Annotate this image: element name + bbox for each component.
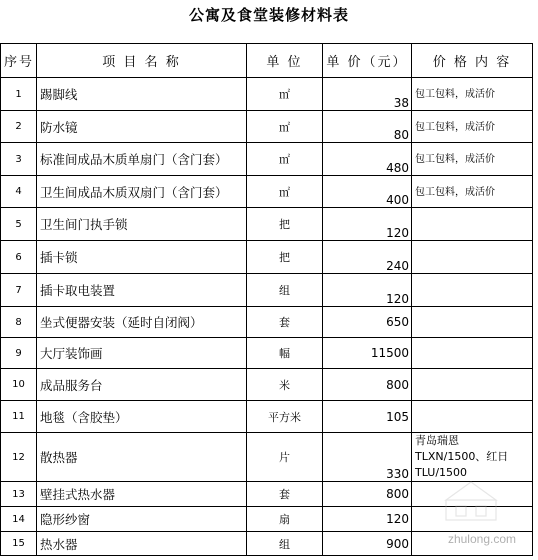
- cell-no: 14: [1, 507, 37, 532]
- cell-name: 标准间成品木质单扇门（含门套）: [37, 143, 247, 176]
- header-name: 项 目 名 称: [37, 44, 247, 78]
- cell-name: 大厅装饰画: [37, 338, 247, 369]
- cell-unit: 组: [247, 274, 323, 307]
- materials-table: [0, 43, 533, 556]
- cell-unit: 片: [247, 433, 323, 482]
- cell-no: 1: [1, 78, 37, 111]
- cell-no: 13: [1, 482, 37, 507]
- cell-unit: 套: [247, 482, 323, 507]
- cell-unit: 把: [247, 241, 323, 274]
- cell-no: 3: [1, 143, 37, 176]
- cell-unit: ㎡: [247, 78, 323, 111]
- cell-price: 330: [323, 433, 412, 482]
- table-body: [1, 78, 533, 556]
- cell-note: [412, 241, 533, 274]
- cell-no: 10: [1, 369, 37, 401]
- table-row: [1, 482, 533, 507]
- page-title: 公寓及食堂装修材料表: [188, 6, 349, 24]
- cell-price: 11500: [323, 338, 412, 369]
- cell-no: 11: [1, 401, 37, 433]
- cell-no: 9: [1, 338, 37, 369]
- cell-name: 地毯（含胶垫）: [37, 401, 247, 433]
- table-row: [1, 369, 533, 401]
- cell-name: 成品服务台: [37, 369, 247, 401]
- cell-no: 7: [1, 274, 37, 307]
- cell-no: 6: [1, 241, 37, 274]
- cell-unit: ㎡: [247, 176, 323, 208]
- cell-no: 5: [1, 208, 37, 241]
- cell-unit: ㎡: [247, 143, 323, 176]
- header-no: 序号: [1, 44, 37, 78]
- cell-name: 防水镜: [37, 111, 247, 143]
- cell-note: 包工包料，成活价: [412, 176, 533, 208]
- cell-no: 4: [1, 176, 37, 208]
- cell-unit: ㎡: [247, 111, 323, 143]
- table-header-row: [1, 44, 533, 78]
- cell-note: [412, 401, 533, 433]
- table-row: [1, 433, 533, 482]
- watermark-text: zhulong.com: [447, 532, 516, 546]
- cell-unit: 组: [247, 532, 323, 556]
- table-row: [1, 111, 533, 143]
- cell-name: 热水器: [37, 532, 247, 556]
- cell-name: 坐式便器安装（延时自闭阀）: [37, 307, 247, 338]
- cell-name: 隐形纱窗: [37, 507, 247, 532]
- cell-note: 包工包料，成活价: [412, 78, 533, 111]
- cell-note: [412, 307, 533, 338]
- cell-note: [412, 208, 533, 241]
- cell-price: 80: [323, 111, 412, 143]
- table-row: [1, 307, 533, 338]
- cell-name: 插卡取电装置: [37, 274, 247, 307]
- table-row: [1, 241, 533, 274]
- cell-note: 青岛瑞恩TLXN/1500、红日TLU/1500: [412, 433, 533, 482]
- cell-note: [412, 507, 533, 532]
- cell-unit: 幅: [247, 338, 323, 369]
- table-row: [1, 338, 533, 369]
- cell-price: 650: [323, 307, 412, 338]
- cell-note: [412, 338, 533, 369]
- cell-price: 800: [323, 369, 412, 401]
- cell-note: [412, 369, 533, 401]
- cell-name: 卫生间门执手锁: [37, 208, 247, 241]
- cell-price: 120: [323, 507, 412, 532]
- cell-note: 包工包料，成活价: [412, 143, 533, 176]
- cell-name: 插卡锁: [37, 241, 247, 274]
- header-note: 价 格 内 容: [412, 44, 533, 78]
- header-unit: 单 位: [247, 44, 323, 78]
- table-row: [1, 401, 533, 433]
- table-row: [1, 143, 533, 176]
- cell-unit: 扇: [247, 507, 323, 532]
- cell-price: 900: [323, 532, 412, 556]
- cell-no: 8: [1, 307, 37, 338]
- cell-price: 105: [323, 401, 412, 433]
- cell-name: 卫生间成品木质双扇门（含门套）: [37, 176, 247, 208]
- cell-name: 壁挂式热水器: [37, 482, 247, 507]
- cell-unit: 套: [247, 307, 323, 338]
- cell-unit: 平方米: [247, 401, 323, 433]
- cell-price: 800: [323, 482, 412, 507]
- cell-price: 38: [323, 78, 412, 111]
- cell-price: 120: [323, 208, 412, 241]
- cell-note: 包工包料，成活价: [412, 111, 533, 143]
- cell-no: 2: [1, 111, 37, 143]
- cell-price: 240: [323, 241, 412, 274]
- table-row: [1, 78, 533, 111]
- table-row: [1, 274, 533, 307]
- cell-no: 15: [1, 532, 37, 556]
- cell-price: 120: [323, 274, 412, 307]
- table-row: [1, 208, 533, 241]
- cell-note: [412, 482, 533, 507]
- cell-price: 400: [323, 176, 412, 208]
- cell-name: 散热器: [37, 433, 247, 482]
- cell-name: 踢脚线: [37, 78, 247, 111]
- cell-note: [412, 274, 533, 307]
- cell-price: 480: [323, 143, 412, 176]
- header-price: 单 价（元）: [323, 44, 412, 78]
- cell-unit: 把: [247, 208, 323, 241]
- cell-no: 12: [1, 433, 37, 482]
- table-row: [1, 176, 533, 208]
- cell-unit: 米: [247, 369, 323, 401]
- table-row: [1, 507, 533, 532]
